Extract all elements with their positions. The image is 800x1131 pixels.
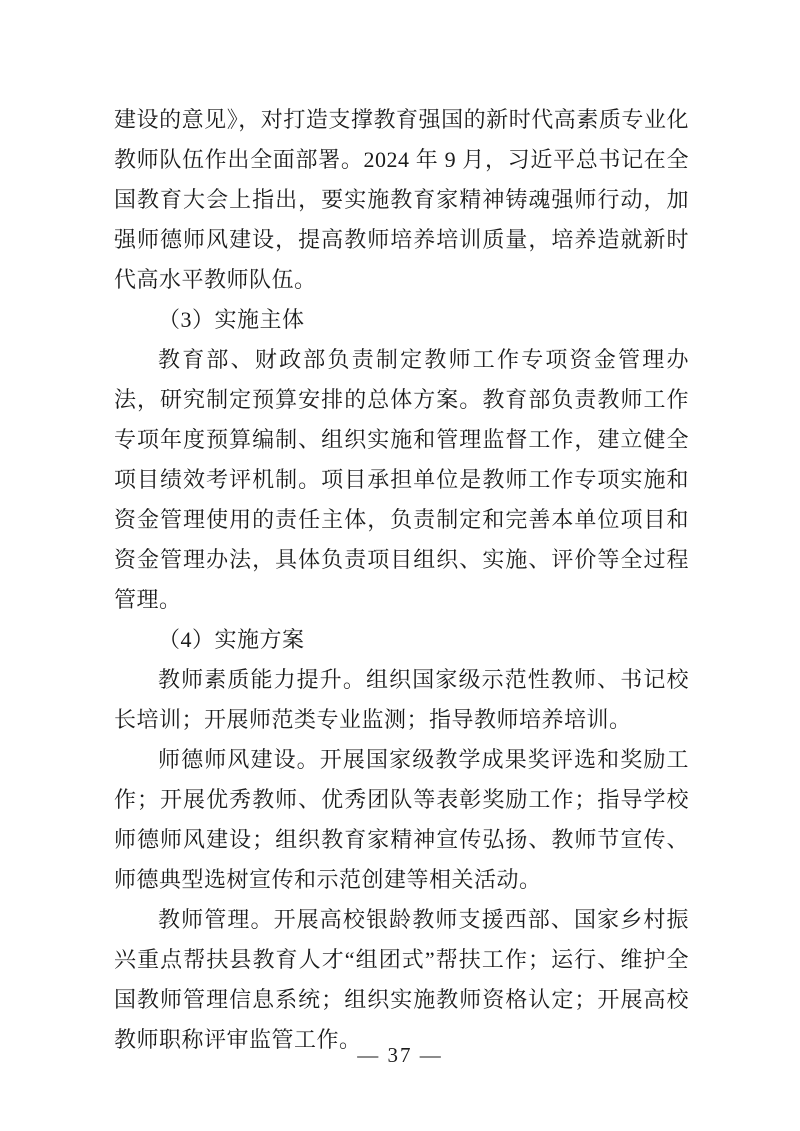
paragraph: 教育部、财政部负责制定教师工作专项资金管理办法，研究制定预算安排的总体方案。教育部负责教师工作专项年度预算编制、组织实施和管理监督工作，建立健全项目绩效考评机制。项目承担单位是教师工作专项实施和资金管理使用的责任主体，负责制定和完善本单位项目和资金管理办法，具体负责项目组织、实施、评价等全过程管理。	[114, 347, 689, 612]
section-heading-3: （3）实施主体	[158, 307, 305, 332]
paragraph: 师德师风建设。开展国家级教学成果奖评选和奖励工作；开展优秀教师、优秀团队等表彰奖励工作；指导学校师德师风建设；组织教育家精神宣传弘扬、教师节宣传、师德典型选树宣传和示范创建等相关活动。	[114, 747, 689, 892]
section-heading-4: （4）实施方案	[158, 627, 305, 652]
paragraph-continuation: 建设的意见》，对打造支撑教育强国的新时代高素质专业化教师队伍作出全面部署。2024 年 9 月，习近平总书记在全国教育大会上指出，要实施教育家精神铸魂强师行动，加强师德师风建设，提高教师培养培训质量，培养造就新时代高水平教师队伍。	[114, 107, 689, 292]
page-number: — 37 —	[357, 1043, 443, 1067]
paragraph: 教师管理。开展高校银龄教师支援西部、国家乡村振兴重点帮扶县教育人才“组团式”帮扶工作；运行、维护全国教师管理信息系统；组织实施教师资格认定；开展高校教师职称评审监管工作。	[114, 907, 689, 1052]
paragraph: 教师素质能力提升。组织国家级示范性教师、书记校长培训；开展师范类专业监测；指导教师培养培训。	[114, 667, 689, 732]
document-text-block	[114, 100, 689, 1060]
page-footer	[0, 1040, 800, 1070]
